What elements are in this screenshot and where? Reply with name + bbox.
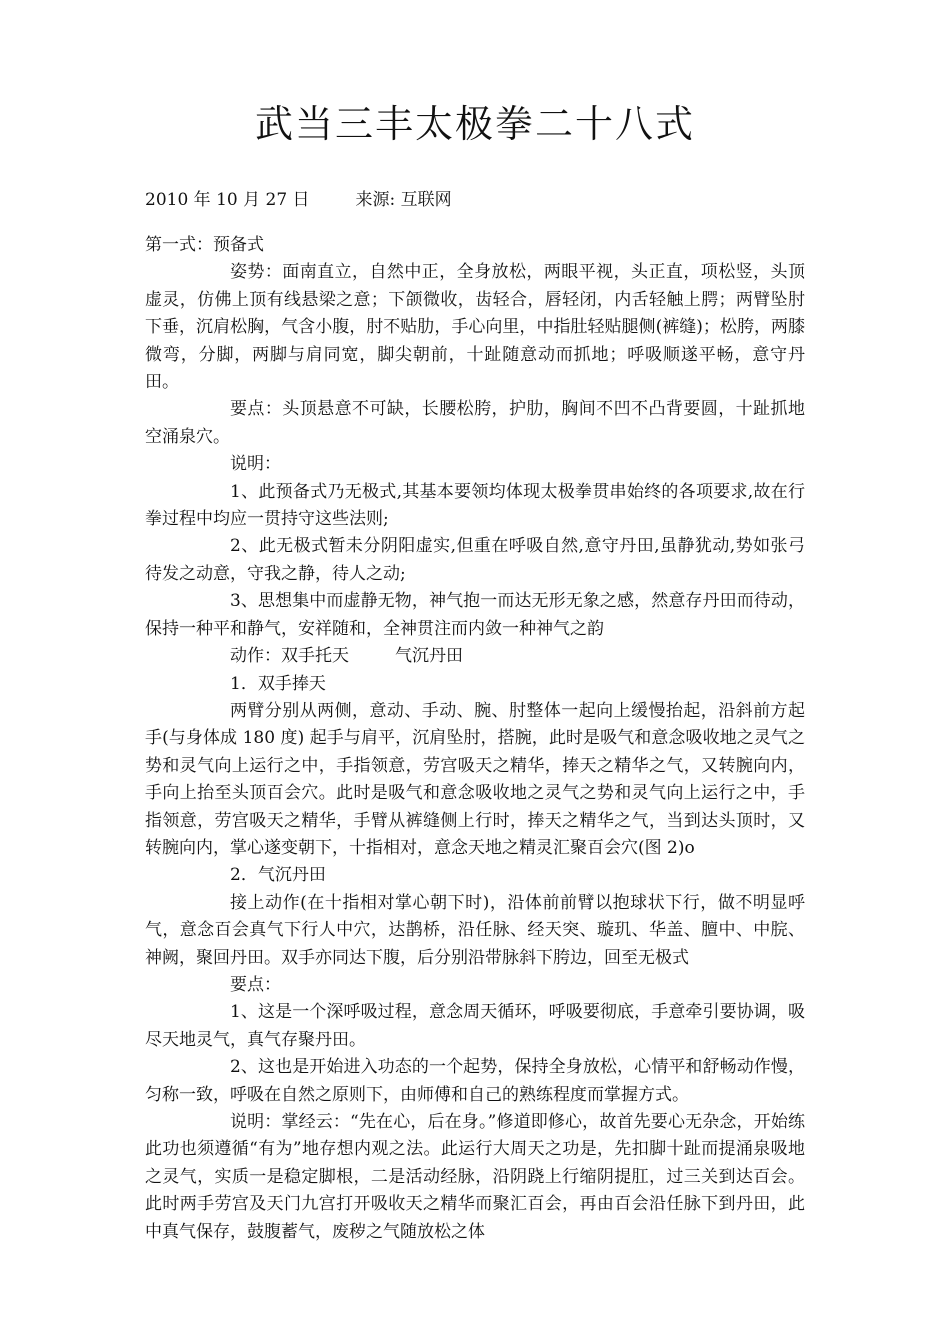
step2-paragraph: 接上动作(在十指相对掌心朝下时)，沿体前前臂以抱球状下行，做不明显呼气，意念百会真气下行人中穴，达鹊桥，沿任脉、经天突、璇玑、华盖、膻中、中脘、神阙，聚回丹田。双手亦同达下腹，后分别沿带脉斜下胯边，回至无极式 (145, 892, 805, 968)
posture-paragraph: 姿势：面南直立，自然中正，全身放松，两眼平视，头正直，项松竖，头顶虚灵，仿佛上顶有线悬梁之意；下颌微收，齿轻合，唇轻闭，内舌轻触上腭；两臂坠肘下垂，沉肩松胸，气含小腹，肘不贴肋，手心向里，中指肚轻贴腿侧(裤缝)；松胯，两膝微弯，分脚，两脚与肩同宽，脚尖朝前，十趾随意动而抓地；呼吸顺遂平畅，意守丹田。 (145, 262, 805, 393)
keypoint-item-2: 2、这也是开始进入功态的一个起势，保持全身放松，心情平和舒畅动作慢，匀称一致，呼吸在自然之原则下，由师傅和自己的熟练程度而掌握方式。 (145, 1057, 805, 1105)
step2-heading: 2．气沉丹田 (230, 865, 326, 886)
action-label-2: 气沉丹田 (395, 646, 463, 667)
explain-item-3: 3、思想集中而虚静无物，神气抱一而达无形无象之感，然意存丹田而待动，保持一种平和静气，安祥随和，全神贯注而内敛一种神气之韵 (145, 591, 805, 639)
explain-label: 说明： (230, 454, 281, 475)
keypoint-item-1: 1、这是一个深呼吸过程，意念周天循环，呼吸要彻底，手意牵引要协调，吸尽天地灵气，真气存聚丹田。 (145, 1002, 805, 1050)
document-title: 武当三丰太极拳二十八式 (254, 102, 695, 146)
explain-item-2: 2、此无极式暂未分阴阳虚实,但重在呼吸自然,意守丹田,虽静犹动,势如张弓待发之动意，守我之静，待人之动; (145, 536, 805, 584)
step1-paragraph: 两臂分别从两侧，意动、手动、腕、肘整体一起向上缓慢抬起，沿斜前方起手(与身体成 180 度) 起手与肩平，沉肩坠肘，搭腕，此时是吸气和意念吸收地之灵气之势和灵气向上运行之中，手指领意，劳宫吸天之精华，捧天之精华之气，又转腕向内，手向上抬至头顶百会穴。此时是吸气和意念吸收地之灵气之势和灵气向上运行之中，手指领意，劳宫吸天之精华，手臂从裤缝侧上行时，捧天之精华之气，当到达头顶时，又转腕向内，掌心遂变朝下，十指相对，意念天地之精灵汇聚百会穴(图 2)o (145, 700, 805, 858)
keypoints-paragraph: 要点：头顶悬意不可缺，长腰松胯，护肋，胸间不凹不凸背要圆，十趾抓地空涌泉穴。 (145, 399, 805, 447)
document-meta (145, 186, 452, 214)
action-line (145, 643, 805, 670)
step1-heading: 1．双手捧天 (230, 673, 326, 694)
final-explain-paragraph: 说明：掌经云：“先在心，后在身。”修道即修心，故首先要心无杂念，开始练此功也须遵循“有为”地存想内观之法。此运行大周天之功是，先扣脚十趾而提涌泉吸地之灵气，实质一是稳定脚根，二是活动经脉，沿阴跷上行缩阴提肛，过三关到达百会。此时两手劳宫及天门九宫打开吸收天之精华而聚汇百会，再由百会沿任脉下到丹田，此中真气保存，鼓腹蓄气，废秽之气随放松之体 (145, 1112, 805, 1242)
action-label: 动作：双手托天 (230, 646, 349, 667)
source-label: 来源: 互联网 (355, 190, 452, 210)
publish-date: 2010 年 10 月 27 日 (145, 190, 310, 210)
keypoints-label: 要点： (230, 974, 281, 995)
explain-item-1: 1、此预备式乃无极式,其基本要领均体现太极拳贯串始终的各项要求,故在行拳过程中均应一贯持守这些法则; (145, 481, 805, 530)
document-body (145, 232, 805, 1246)
section-heading: 第一式：预备式 (145, 235, 264, 255)
